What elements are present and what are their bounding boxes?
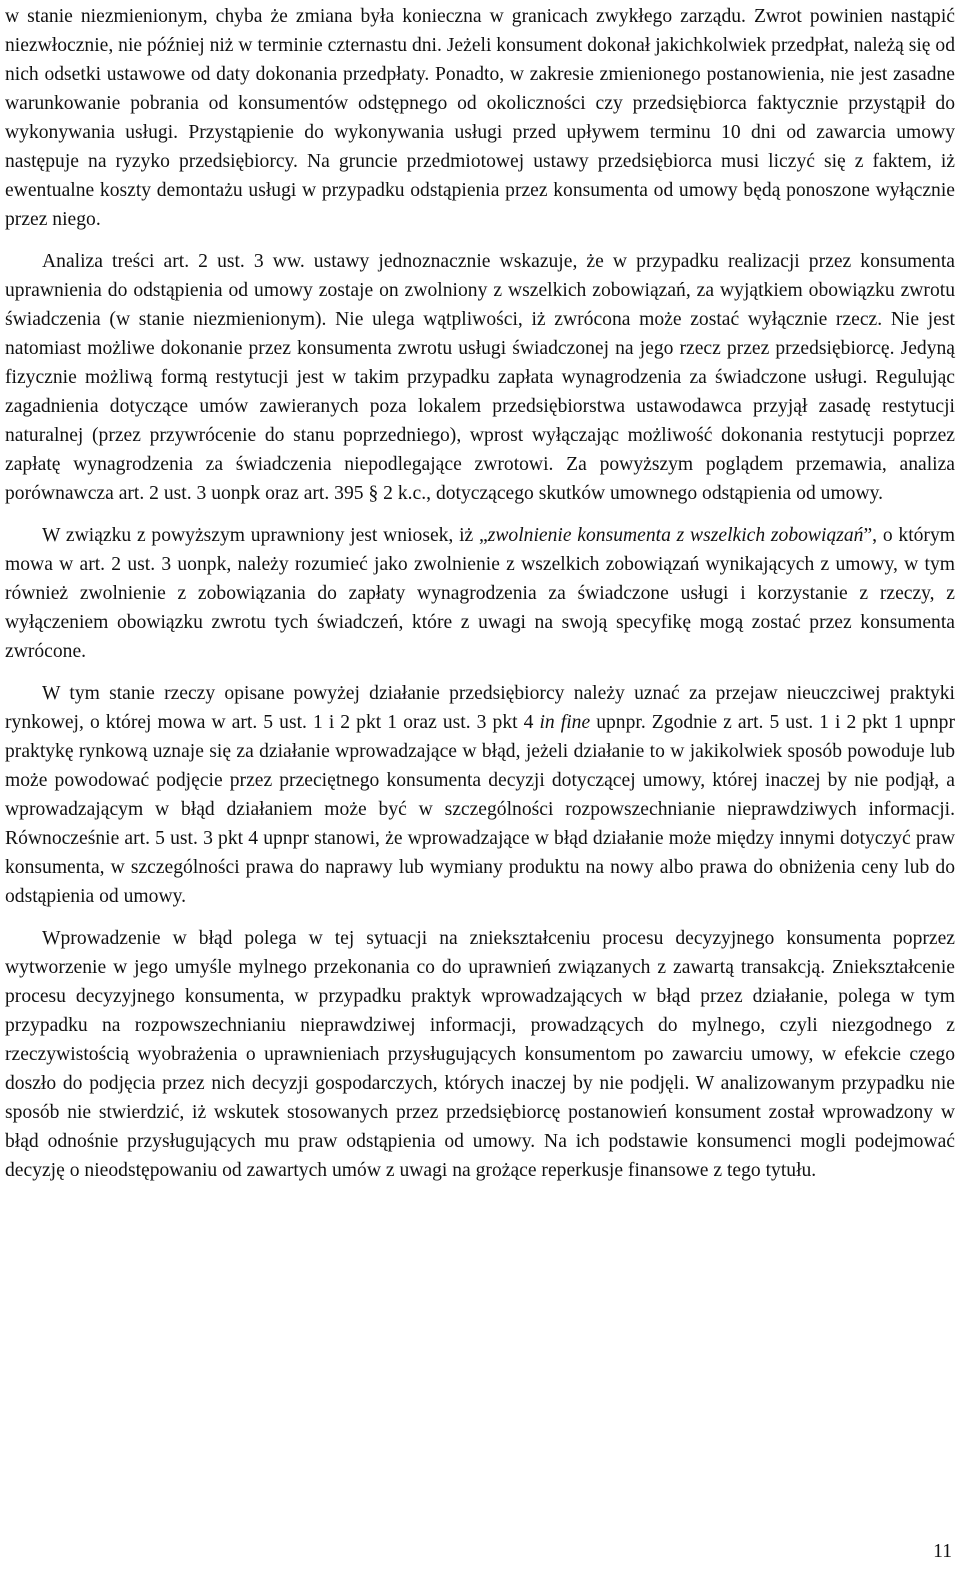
page-number: 11	[933, 1541, 952, 1562]
paragraph-4-in-fine: in fine	[539, 712, 591, 733]
paragraph-2-text: Analiza treści art. 2 ust. 3 ww. ustawy jednoznacznie wskazuje, że w przypadku realizacji przez konsumenta uprawnienia do odstąpienia od umowy zostaje on zwolniony z wszelkich zobowiązań, za wyjątkiem obowiązku zwrotu świadczenia (w stanie niezmienionym). Nie ulega wątpliwości, iż zwrócona może zostać wyłącznie rzecz. Nie jest natomiast możliwe dokonanie przez konsumenta zwrotu usługi świadczonej na jego rzecz przez przedsiębiorcę. Jedyną fizycznie możliwą formą restytucji jest w takim przypadku zapłata wynagrodzenia za świadczone usługi. Regulując zagadnienia dotyczące umów zawieranych poza lokalem przedsiębiorstwa ustawodawca przyjął zasadę restytucji naturalnej (przez przywrócenie do stanu poprzedniego), wprost wyłączając możliwość dokonania restytucji poprzez zapłatę wynagrodzenia za świadczenia niepodlegające zwrotowi. Za powyższym poglądem przemawia, analiza porównawcza art. 2 ust. 3 uonpk oraz art. 395 § 2 k.c., dotyczącego skutków umownego odstąpienia od umowy.	[5, 251, 955, 504]
paragraph-1-text: w stanie niezmienionym, chyba że zmiana była konieczna w granicach zwykłego zarządu. Zwrot powinien nastąpić niezwłocznie, nie później niż w terminie czternastu dni. Jeżeli konsument dokonał jakichkolwiek przedpłat, należą się od nich odsetki ustawowe od daty dokonania przedpłaty. Ponadto, w zakresie zmienionego postanowienia, nie jest zasadne warunkowanie pobrania od konsumentów odstępnego od okoliczności czy przedsiębiorca faktycznie przystąpił do wykonywania usługi. Przystąpienie do wykonywania usługi przed upływem terminu 10 dni od zawarcia umowy następuje na ryzyko przedsiębiorcy. Na gruncie przedmiotowej ustawy przedsiębiorca musi liczyć się z faktem, iż ewentualne koszty demontażu usługi w przypadku odstąpienia przez konsumenta od umowy będą ponoszone wyłącznie przez niego.	[5, 6, 955, 230]
paragraph-3-text-start: W związku z powyższym uprawniony jest wniosek, iż „	[42, 525, 488, 546]
paragraph-5	[5, 924, 955, 1185]
paragraph-1	[5, 2, 955, 234]
paragraph-3	[5, 521, 955, 666]
paragraph-5-text: Wprowadzenie w błąd polega w tej sytuacji na zniekształceniu procesu decyzyjnego konsumenta poprzez wytworzenie w jego umyśle mylnego przekonania co do uprawnień związanych z zawartą transakcją. Zniekształcenie procesu decyzyjnego konsumenta, w przypadku praktyk wprowadzających w błąd przez działanie, polega w tym przypadku na rozpowszechnianiu nieprawdziwej informacji, prowadzących do mylnego, czyli niezgodnego z rzeczywistością wyobrażenia o uprawnieniach przysługujących konsumentom po zawarciu umowy, w efekcie czego doszło do podjęcia przez nich decyzji gospodarczych, których inaczej by nie podjęli. W analizowanym przypadku nie sposób nie stwierdzić, iż wskutek stosowanych przez przedsiębiorcę postanowień konsument został wprowadzony w błąd odnośnie przysługujących mu praw odstąpienia od umowy. Na ich podstawie konsumenci mogli podejmować decyzję o nieodstępowaniu od zawartych umów z uwagi na grożące reperkusje finansowe z tego tytułu.	[5, 928, 955, 1181]
paragraph-4	[5, 679, 955, 911]
paragraph-4-text-end: upnpr. Zgodnie z art. 5 ust. 1 i 2 pkt 1 upnpr praktykę rynkową uznaje się za działanie wprowadzające w błąd, jeżeli działanie to w jakikolwiek sposób powoduje lub może powodować podjęcie przez przeciętnego konsumenta decyzji dotyczącej umowy, której inaczej by nie podjął, a wprowadzającym w błąd działaniem może być w szczególności rozpowszechnianie nieprawdziwych informacji. Równocześnie art. 5 ust. 3 pkt 4 upnpr stanowi, że wprowadzające w błąd działanie może między innymi dotyczyć praw konsumenta, w szczególności prawa do naprawy lub wymiany produktu na nowy albo prawa do obniżenia ceny lub do odstąpienia od umowy.	[5, 712, 956, 907]
document-page	[5, 2, 955, 1198]
paragraph-3-quote: zwolnienie konsumenta z wszelkich zobowiązań	[487, 525, 864, 546]
paragraph-4-text-start: W tym stanie rzeczy opisane powyżej działanie przedsiębiorcy należy uznać za przejaw nieuczciwej praktyki rynkowej, o której mowa w art. 5 ust. 1 i 2 pkt 1 oraz ust. 3 pkt 4	[5, 683, 955, 733]
paragraph-3-text-end: ”, o którym mowa w art. 2 ust. 3 uonpk, należy rozumieć jako zwolnienie z wszelkich zobowiązań wynikających z umowy, w tym również zwolnienie z zobowiązania do zapłaty wynagrodzenia za świadczone usługi i korzystanie z rzeczy, z wyłączeniem obowiązku zwrotu tych świadczeń, które z uwagi na swoją specyfikę mogą zostać przez konsumenta zwrócone.	[5, 525, 955, 662]
paragraph-2	[5, 247, 955, 508]
